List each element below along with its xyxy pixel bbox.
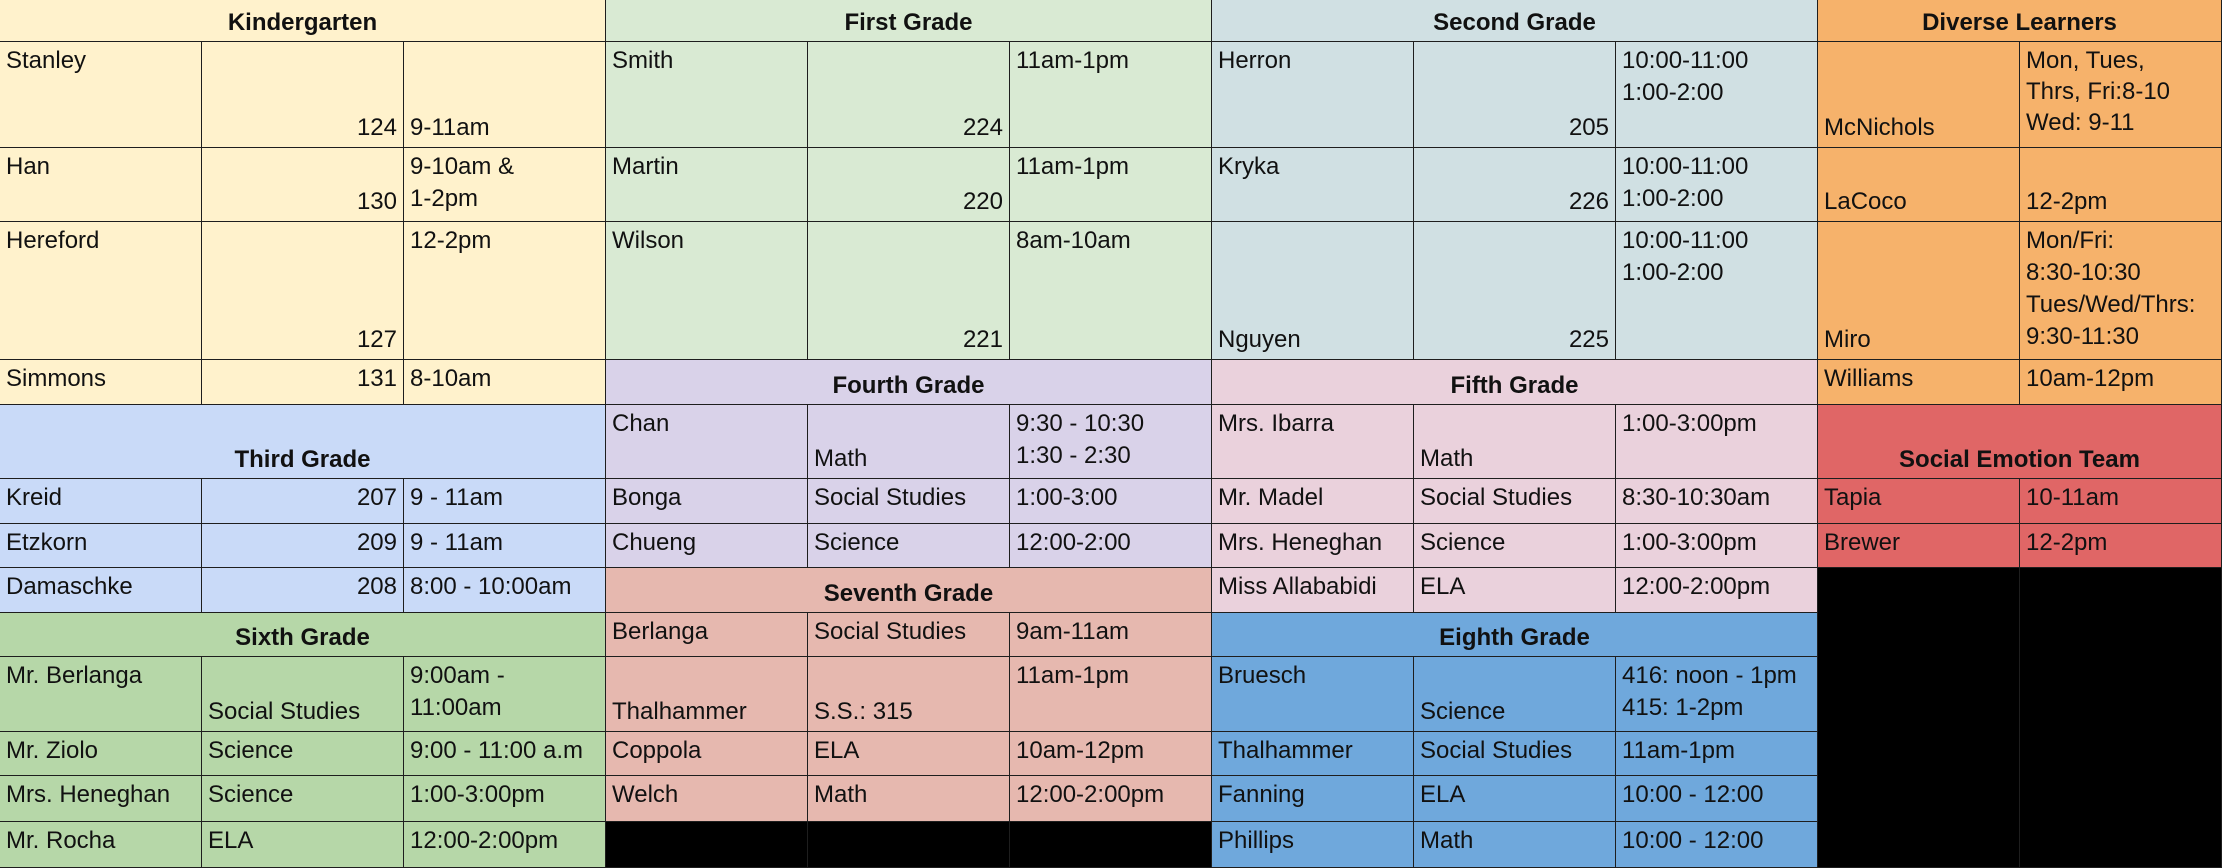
third-grade-time-cell[interactable]: 8:00 - 10:00am bbox=[404, 568, 606, 613]
social-emotion-name-cell[interactable]: Brewer bbox=[1818, 524, 2020, 568]
fourth-grade-subject-cell[interactable]: Social Studies bbox=[808, 479, 1010, 524]
diverse-learners-name-cell[interactable]: LaCoco bbox=[1818, 148, 2020, 222]
eighth-grade-subject-cell[interactable]: Math bbox=[1414, 822, 1616, 868]
fifth-grade-name-cell[interactable]: Miss Allababidi bbox=[1212, 568, 1414, 613]
empty-cell[interactable] bbox=[1818, 568, 2020, 868]
kindergarten-time-cell[interactable]: 9-11am bbox=[404, 42, 606, 148]
fourth-grade-name-cell[interactable]: Bonga bbox=[606, 479, 808, 524]
fifth-grade-time-cell[interactable]: 1:00-3:00pm bbox=[1616, 524, 1818, 568]
social-emotion-team-header[interactable]: Social Emotion Team bbox=[1818, 405, 2222, 479]
kindergarten-time-cell[interactable]: 9-10am & 1-2pm bbox=[404, 148, 606, 222]
fifth-grade-name-cell[interactable]: Mr. Madel bbox=[1212, 479, 1414, 524]
diverse-learners-time-cell[interactable]: Mon/Fri: 8:30-10:30 Tues/Wed/Thrs: 9:30-11:30 bbox=[2020, 222, 2222, 360]
eighth-grade-name-cell[interactable]: Fanning bbox=[1212, 776, 1414, 822]
second-grade-header[interactable]: Second Grade bbox=[1212, 0, 1818, 42]
first-grade-time-cell[interactable]: 11am-1pm bbox=[1010, 148, 1212, 222]
fourth-grade-header[interactable]: Fourth Grade bbox=[606, 360, 1212, 405]
social-emotion-time-cell[interactable]: 10-11am bbox=[2020, 479, 2222, 524]
eighth-grade-subject-cell[interactable]: Science bbox=[1414, 657, 1616, 732]
kindergarten-time-cell[interactable]: 8-10am bbox=[404, 360, 606, 405]
third-grade-name-cell[interactable]: Kreid bbox=[0, 479, 202, 524]
eighth-grade-subject-cell[interactable]: Social Studies bbox=[1414, 732, 1616, 776]
eighth-grade-time-cell[interactable]: 11am-1pm bbox=[1616, 732, 1818, 776]
first-grade-time-cell[interactable]: 8am-10am bbox=[1010, 222, 1212, 360]
sixth-grade-time-cell[interactable]: 9:00am - 11:00am bbox=[404, 657, 606, 732]
first-grade-name-cell[interactable]: Wilson bbox=[606, 222, 808, 360]
kindergarten-time-cell[interactable]: 12-2pm bbox=[404, 222, 606, 360]
second-grade-time-cell[interactable]: 10:00-11:00 1:00-2:00 bbox=[1616, 148, 1818, 222]
kindergarten-name-cell[interactable]: Hereford bbox=[0, 222, 202, 360]
third-grade-time-cell[interactable]: 9 - 11am bbox=[404, 479, 606, 524]
second-grade-time-cell[interactable]: 10:00-11:00 1:00-2:00 bbox=[1616, 42, 1818, 148]
kindergarten-name-cell[interactable]: Stanley bbox=[0, 42, 202, 148]
first-grade-name-cell[interactable]: Smith bbox=[606, 42, 808, 148]
second-grade-name-cell[interactable]: Herron bbox=[1212, 42, 1414, 148]
third-grade-time-cell[interactable]: 9 - 11am bbox=[404, 524, 606, 568]
third-grade-header[interactable]: Third Grade bbox=[0, 405, 606, 479]
seventh-grade-subject-cell[interactable]: S.S.: 315 bbox=[808, 657, 1010, 732]
eighth-grade-time-cell[interactable]: 10:00 - 12:00 bbox=[1616, 822, 1818, 868]
third-grade-room-cell[interactable]: 209 bbox=[202, 524, 404, 568]
social-emotion-time-cell[interactable]: 12-2pm bbox=[2020, 524, 2222, 568]
diverse-learners-name-cell[interactable]: McNichols bbox=[1818, 42, 2020, 148]
sixth-grade-subject-cell[interactable]: ELA bbox=[202, 822, 404, 868]
kindergarten-room-cell[interactable]: 130 bbox=[202, 148, 404, 222]
kindergarten-room-cell[interactable]: 124 bbox=[202, 42, 404, 148]
seventh-grade-name-cell[interactable]: Thalhammer bbox=[606, 657, 808, 732]
seventh-grade-time-cell[interactable]: 10am-12pm bbox=[1010, 732, 1212, 776]
seventh-grade-subject-cell[interactable]: ELA bbox=[808, 732, 1010, 776]
fifth-grade-time-cell[interactable]: 8:30-10:30am bbox=[1616, 479, 1818, 524]
diverse-learners-name-cell[interactable]: Miro bbox=[1818, 222, 2020, 360]
sixth-grade-name-cell[interactable]: Mrs. Heneghan bbox=[0, 776, 202, 822]
fourth-grade-subject-cell[interactable]: Science bbox=[808, 524, 1010, 568]
seventh-grade-name-cell[interactable]: Welch bbox=[606, 776, 808, 822]
fourth-grade-time-cell[interactable]: 1:00-3:00 bbox=[1010, 479, 1212, 524]
sixth-grade-name-cell[interactable]: Mr. Berlanga bbox=[0, 657, 202, 732]
sixth-grade-name-cell[interactable]: Mr. Rocha bbox=[0, 822, 202, 868]
empty-cell[interactable] bbox=[606, 822, 808, 868]
empty-cell[interactable] bbox=[808, 822, 1010, 868]
sixth-grade-header[interactable]: Sixth Grade bbox=[0, 613, 606, 657]
eighth-grade-time-cell[interactable]: 416: noon - 1pm 415: 1-2pm bbox=[1616, 657, 1818, 732]
kindergarten-header[interactable]: Kindergarten bbox=[0, 0, 606, 42]
sixth-grade-time-cell[interactable]: 12:00-2:00pm bbox=[404, 822, 606, 868]
fifth-grade-name-cell[interactable]: Mrs. Heneghan bbox=[1212, 524, 1414, 568]
empty-cell[interactable] bbox=[2020, 568, 2222, 868]
sixth-grade-subject-cell[interactable]: Science bbox=[202, 776, 404, 822]
kindergarten-room-cell[interactable]: 127 bbox=[202, 222, 404, 360]
sixth-grade-subject-cell[interactable]: Science bbox=[202, 732, 404, 776]
diverse-learners-time-cell[interactable]: 12-2pm bbox=[2020, 148, 2222, 222]
empty-cell[interactable] bbox=[1010, 822, 1212, 868]
fifth-grade-subject-cell[interactable]: Social Studies bbox=[1414, 479, 1616, 524]
fifth-grade-name-cell[interactable]: Mrs. Ibarra bbox=[1212, 405, 1414, 479]
sixth-grade-subject-cell[interactable]: Social Studies bbox=[202, 657, 404, 732]
eighth-grade-header[interactable]: Eighth Grade bbox=[1212, 613, 1818, 657]
sixth-grade-time-cell[interactable]: 9:00 - 11:00 a.m bbox=[404, 732, 606, 776]
seventh-grade-subject-cell[interactable]: Social Studies bbox=[808, 613, 1010, 657]
seventh-grade-time-cell[interactable]: 11am-1pm bbox=[1010, 657, 1212, 732]
second-grade-room-cell[interactable]: 205 bbox=[1414, 42, 1616, 148]
eighth-grade-time-cell[interactable]: 10:00 - 12:00 bbox=[1616, 776, 1818, 822]
seventh-grade-subject-cell[interactable]: Math bbox=[808, 776, 1010, 822]
social-emotion-name-cell[interactable]: Tapia bbox=[1818, 479, 2020, 524]
sixth-grade-time-cell[interactable]: 1:00-3:00pm bbox=[404, 776, 606, 822]
fourth-grade-subject-cell[interactable]: Math bbox=[808, 405, 1010, 479]
sixth-grade-name-cell[interactable]: Mr. Ziolo bbox=[0, 732, 202, 776]
fifth-grade-header[interactable]: Fifth Grade bbox=[1212, 360, 1818, 405]
second-grade-name-cell[interactable]: Kryka bbox=[1212, 148, 1414, 222]
first-grade-room-cell[interactable]: 220 bbox=[808, 148, 1010, 222]
seventh-grade-header[interactable]: Seventh Grade bbox=[606, 568, 1212, 613]
kindergarten-room-cell[interactable]: 131 bbox=[202, 360, 404, 405]
fourth-grade-name-cell[interactable]: Chueng bbox=[606, 524, 808, 568]
fifth-grade-time-cell[interactable]: 1:00-3:00pm bbox=[1616, 405, 1818, 479]
fourth-grade-name-cell[interactable]: Chan bbox=[606, 405, 808, 479]
kindergarten-name-cell[interactable]: Han bbox=[0, 148, 202, 222]
seventh-grade-time-cell[interactable]: 9am-11am bbox=[1010, 613, 1212, 657]
diverse-learners-header[interactable]: Diverse Learners bbox=[1818, 0, 2222, 42]
second-grade-room-cell[interactable]: 226 bbox=[1414, 148, 1616, 222]
first-grade-time-cell[interactable]: 11am-1pm bbox=[1010, 42, 1212, 148]
second-grade-time-cell[interactable]: 10:00-11:00 1:00-2:00 bbox=[1616, 222, 1818, 360]
second-grade-name-cell[interactable]: Nguyen bbox=[1212, 222, 1414, 360]
seventh-grade-name-cell[interactable]: Berlanga bbox=[606, 613, 808, 657]
third-grade-name-cell[interactable]: Etzkorn bbox=[0, 524, 202, 568]
kindergarten-name-cell[interactable]: Simmons bbox=[0, 360, 202, 405]
fifth-grade-subject-cell[interactable]: Science bbox=[1414, 524, 1616, 568]
fifth-grade-time-cell[interactable]: 12:00-2:00pm bbox=[1616, 568, 1818, 613]
first-grade-room-cell[interactable]: 224 bbox=[808, 42, 1010, 148]
diverse-learners-name-cell[interactable]: Williams bbox=[1818, 360, 2020, 405]
eighth-grade-name-cell[interactable]: Bruesch bbox=[1212, 657, 1414, 732]
fifth-grade-subject-cell[interactable]: ELA bbox=[1414, 568, 1616, 613]
diverse-learners-time-cell[interactable]: 10am-12pm bbox=[2020, 360, 2222, 405]
first-grade-name-cell[interactable]: Martin bbox=[606, 148, 808, 222]
third-grade-room-cell[interactable]: 208 bbox=[202, 568, 404, 613]
first-grade-room-cell[interactable]: 221 bbox=[808, 222, 1010, 360]
third-grade-name-cell[interactable]: Damaschke bbox=[0, 568, 202, 613]
diverse-learners-time-cell[interactable]: Mon, Tues, Thrs, Fri:8-10 Wed: 9-11 bbox=[2020, 42, 2222, 148]
fourth-grade-time-cell[interactable]: 12:00-2:00 bbox=[1010, 524, 1212, 568]
second-grade-room-cell[interactable]: 225 bbox=[1414, 222, 1616, 360]
fifth-grade-subject-cell[interactable]: Math bbox=[1414, 405, 1616, 479]
eighth-grade-subject-cell[interactable]: ELA bbox=[1414, 776, 1616, 822]
eighth-grade-name-cell[interactable]: Thalhammer bbox=[1212, 732, 1414, 776]
seventh-grade-time-cell[interactable]: 12:00-2:00pm bbox=[1010, 776, 1212, 822]
seventh-grade-name-cell[interactable]: Coppola bbox=[606, 732, 808, 776]
fourth-grade-time-cell[interactable]: 9:30 - 10:30 1:30 - 2:30 bbox=[1010, 405, 1212, 479]
first-grade-header[interactable]: First Grade bbox=[606, 0, 1212, 42]
third-grade-room-cell[interactable]: 207 bbox=[202, 479, 404, 524]
eighth-grade-name-cell[interactable]: Phillips bbox=[1212, 822, 1414, 868]
